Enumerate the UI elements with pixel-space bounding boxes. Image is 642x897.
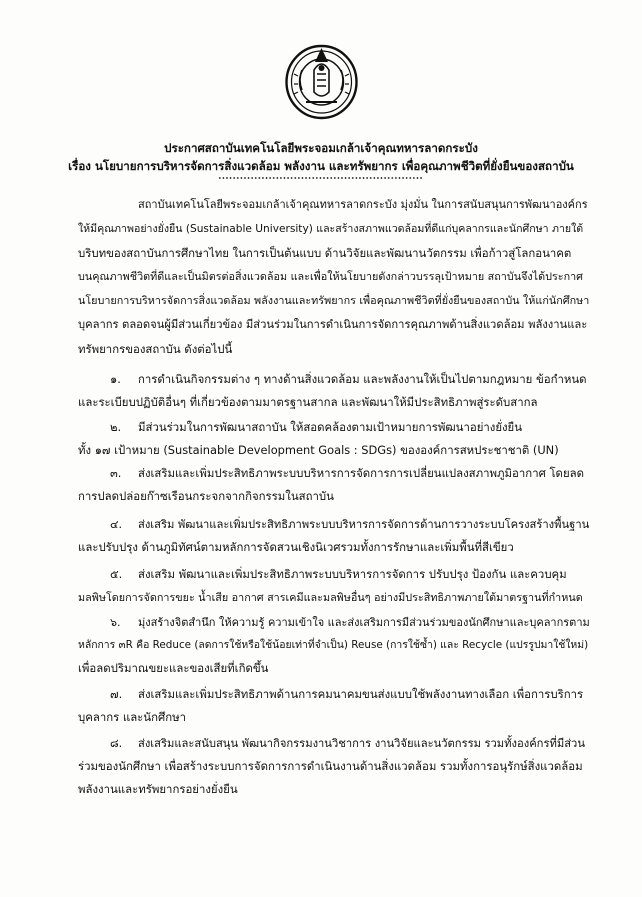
policy-item-5 — [78, 563, 590, 609]
item-text: ทั้ง ๑๗ เป้าหมาย (Sustainable Development Goals : SDGs) ขององค์การสหประชาชาติ (UN) — [78, 443, 559, 457]
intro-line: สถาบันเทคโนโลยีพระจอมเกล้าเจ้าคุณทหารลาดกระบัง มุ่งมั่น ในการสนับสนุนการพัฒนาองค์กร — [138, 198, 588, 211]
intro-paragraph — [78, 193, 590, 361]
item-text: และระเบียบปฏิบัติอื่นๆ ที่เกี่ยวข้องตามมาตรฐานสากล และพัฒนาให้มีประสิทธิภาพสู่ระดับสากล — [78, 395, 538, 409]
item-number: ๒. — [110, 420, 122, 434]
item-text: ส่งเสริมและเพิ่มประสิทธิภาพด้านการคมนาคมขนส่งแบบใช้พลังงานทางเลือก เพื่อการบริการ — [138, 687, 584, 701]
item-text: ส่งเสริม พัฒนาและเพิ่มประสิทธิภาพระบบบริหารการจัดการ ปรับปรุง ป้องกัน และควบคุม — [138, 567, 567, 581]
item-text: บุคลากร และนักศึกษา — [78, 710, 187, 724]
intro-line: บนคุณภาพชีวิตที่ดีและเป็นมิตรต่อสิ่งแวดล้อม และเพื่อให้นโยบายดังกล่าวบรรลุเป้าหมาย สถาบันจึงได้ประกาศ — [78, 270, 584, 283]
item-text: และปรับปรุง ด้านภูมิทัศน์ตามหลักการจัดสวนเชิงนิเวศรวมทั้งการรักษาและเพิ่มพื้นที่สีเขียว — [78, 540, 514, 554]
intro-line: ให้มีคุณภาพอย่างยั่งยืน (Sustainable University) และสร้างสภาพแวดล้อมที่ดีแก่บุคลากรและนักศึกษา ภายใต้ — [78, 223, 584, 235]
item-text: มลพิษโดยการจัดการขยะ น้ำเสีย อากาศ สารเคมีและมลพิษอื่นๆ อย่างมีประสิทธิภาพภายใต้มาตรฐานที่กำหนด — [78, 591, 583, 604]
policy-item-8 — [78, 732, 590, 801]
policy-item-6 — [78, 611, 590, 680]
item-text: มุ่งสร้างจิตสำนึก ให้ความรู้ ความเข้าใจ และส่งเสริมการมีส่วนร่วมของนักศึกษาและบุคลากรตาม — [138, 616, 590, 629]
dotted-divider — [218, 176, 423, 180]
item-text: ส่งเสริมและเพิ่มประสิทธิภาพระบบบริหารการจัดการการเปลี่ยนแปลงสภาพภูมิอากาศ โดยลด — [138, 466, 585, 480]
item-text: ส่งเสริมและสนับสนุน พัฒนากิจกรรมงานวิชาการ งานวิจัยและนวัตกรรม รวมทั้งองค์กรที่มีส่วน — [138, 737, 585, 750]
item-number: ๖. — [110, 616, 121, 629]
item-text: หลักการ ๓R คือ Reduce (ลดการใช้หรือใช้น้อยเท่าที่จำเป็น) Reuse (การใช้ซ้ำ) และ Recycle (แปรรูปมาใช้ใหม่) — [78, 639, 589, 651]
policy-item-1 — [78, 368, 590, 414]
item-text: ร่วมของนักศึกษา เพื่อสร้างระบบการจัดการการดำเนินงานด้านสิ่งแวดล้อม รวมทั้งการอนุรักษ์สิ่งแวดล้อม — [78, 759, 583, 773]
institute-seal-icon — [284, 40, 359, 120]
announcement-title: ประกาศสถาบันเทคโนโลยีพระจอมเกล้าเจ้าคุณทหารลาดกระบัง — [164, 141, 478, 155]
announcement-subject: เรื่อง นโยบายการบริหารจัดการสิ่งแวดล้อม พลังงาน และทรัพยากร เพื่อคุณภาพชีวิตที่ยั่งยืนของสถาบัน — [68, 159, 574, 173]
item-text: เพื่อลดปริมาณขยะและของเสียที่เกิดขึ้น — [78, 661, 269, 675]
policy-item-3 — [78, 462, 590, 508]
item-number: ๕. — [110, 567, 123, 581]
item-number: ๗. — [110, 687, 123, 701]
item-text: การปลดปล่อยก๊าซเรือนกระจกจากกิจกรรมในสถาบัน — [78, 489, 334, 503]
intro-line: บริบทของสถาบันการศึกษาไทย ในการเป็นต้นแบบ ด้านวิจัยและพัฒนานวัตกรรม เพื่อก้าวสู่โลกอนาคต — [78, 246, 572, 260]
item-number: ๑. — [110, 372, 121, 386]
item-text: การดำเนินกิจกรรมต่าง ๆ ทางด้านสิ่งแวดล้อม และพลังงานให้เป็นไปตามกฎหมาย ข้อกำหนด — [138, 372, 587, 386]
item-text: มีส่วนร่วมในการพัฒนาสถาบัน ให้สอดคล้องตามเป้าหมายการพัฒนาอย่างยั่งยืน — [138, 420, 523, 434]
intro-line: ทรัพยากรของสถาบัน ดังต่อไปนี้ — [78, 342, 233, 356]
policy-item-7 — [78, 683, 590, 729]
item-text: พลังงานและทรัพยากรอย่างยั่งยืน — [78, 782, 238, 796]
intro-line: บุคลากร ตลอดจนผู้มีส่วนเกี่ยวข้อง มีส่วนร่วมในการดำเนินการจัดการคุณภาพด้านสิ่งแวดล้อม พลังงานและ — [78, 318, 588, 331]
intro-line: นโยบายการบริหารจัดการสิ่งแวดล้อม พลังงานและทรัพยากร เพื่อคุณภาพชีวิตที่ยั่งยืนของสถาบัน ให้แก่นักศึกษา — [78, 294, 590, 307]
item-number: ๓. — [110, 466, 122, 480]
policy-item-2 — [78, 416, 590, 462]
item-number: ๔. — [110, 518, 123, 531]
item-text: ส่งเสริม พัฒนาและเพิ่มประสิทธิภาพระบบบริหารการจัดการด้านการวางระบบโครงสร้างพื้นฐาน — [138, 518, 590, 531]
policy-item-4 — [78, 513, 590, 559]
item-number: ๘. — [110, 737, 123, 750]
